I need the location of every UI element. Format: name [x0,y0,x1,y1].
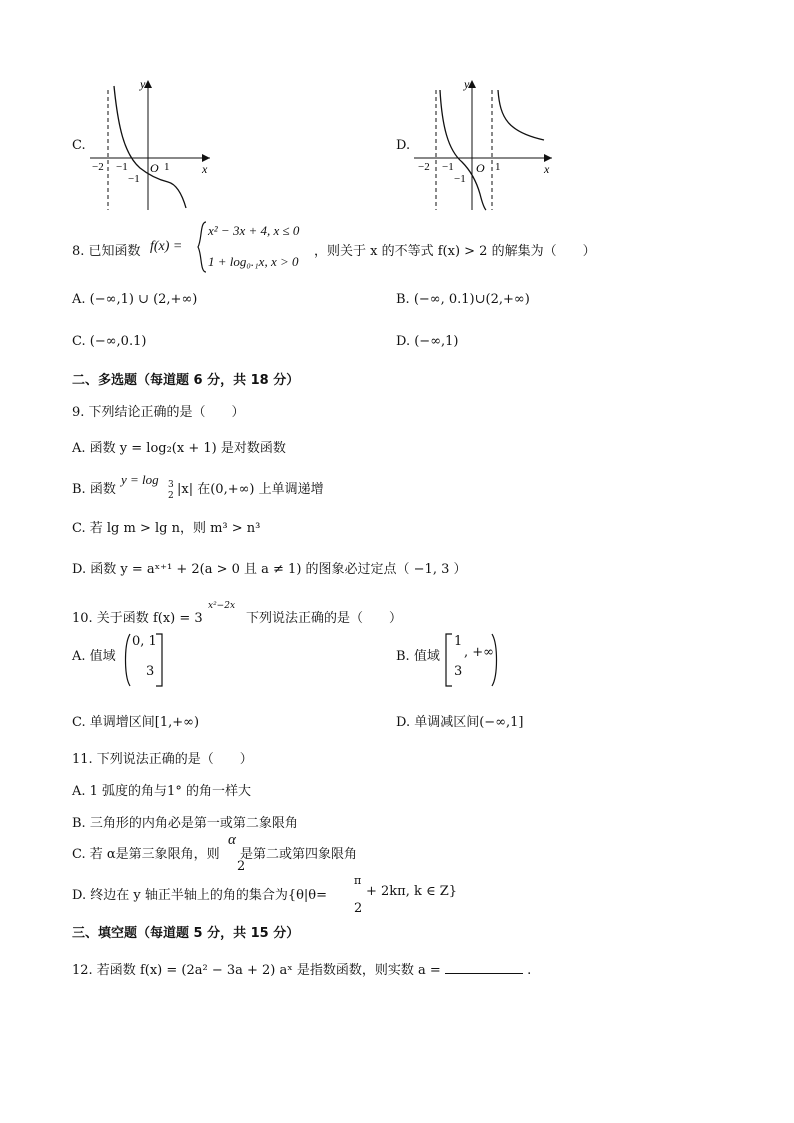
q8-f-of-x: f(x) = [150,239,183,254]
q8-option-d: D. (−∞,1) [396,334,459,349]
q9-option-b-suffix: |x| 在(0,+∞) 上单调递增 [177,482,324,497]
tick-neg1: −1 [116,161,128,173]
q11-option-c-suffix: 是第二或第四象限角 [240,847,358,862]
q10-option-b-bottom: 3 [454,664,463,679]
q11-option-d-frac-num: π [354,874,362,887]
q10-option-c: C. 单调增区间[1,+∞) [72,715,200,730]
x-axis-label: x [544,162,550,176]
q10-stem-prefix: 10. 关于函数 f(x) = 3 [72,611,203,626]
q8-option-a: A. (−∞,1) ∪ (2,+∞) [72,292,198,307]
q10-option-a-top: 0, 1 [132,634,157,649]
q10-option-b-brackets [444,632,502,688]
tick-neg2: −2 [418,161,430,173]
q12-answer-blank[interactable] [445,961,523,974]
option-c-label: C. [72,138,86,153]
origin-label: O [476,161,485,175]
q11-option-d-prefix: D. 终边在 y 轴正半轴上的角的集合为{θ|θ= [72,888,328,903]
tick-1: 1 [164,161,170,173]
brace-icon [196,220,208,274]
q10-stem-suffix: 下列说法正确的是（ ） [246,611,403,626]
x-axis-label: x [202,162,208,176]
function-curve-right [498,90,544,140]
function-curve [114,86,186,208]
q12-stem-prefix: 12. 若函数 f(x) = (2a² − 3a + 2) aˣ 是指数函数，则实数 a = [72,963,441,978]
q11-option-b: B. 三角形的内角必是第一或第二象限角 [72,816,298,831]
section-2-title: 二、多选题（每道题 6 分，共 18 分） [72,373,300,388]
q12-stem-suffix: . [527,963,532,978]
q10-option-d: D. 单调减区间(−∞,1] [396,715,524,730]
q11-stem: 11. 下列说法正确的是（ ） [72,752,253,767]
q8-case1: x² − 3x + 4, x ≤ 0 [208,223,300,238]
q11-option-d-suffix: + 2kπ, k ∈ Z} [366,884,458,899]
q9-option-a: A. 函数 y = log₂(x + 1) 是对数函数 [72,441,286,456]
tick-y-neg1: −1 [454,173,466,185]
q12-line [72,959,531,978]
q11-option-a: A. 1 弧度的角与1° 的角一样大 [72,784,251,799]
function-curve-left [440,90,486,210]
tick-neg1: −1 [442,161,454,173]
q9-option-d: D. 函数 y = aˣ⁺¹ + 2(a > 0 且 a ≠ 1) 的图象必过定点（ −1, 3 ） [72,562,467,577]
q9-option-b-log: y = log [121,472,159,487]
q10-option-a-label: A. 值域 [72,649,116,664]
tick-1: 1 [495,161,501,173]
q10-option-b-mid: , +∞ [464,645,494,660]
tick-neg2: −2 [92,161,104,173]
origin-label: O [150,161,159,175]
graph-option-c [88,76,218,212]
q10-option-b-top: 1 [454,634,463,649]
q11-option-c-frac-den: 2 [237,859,246,874]
graph-option-d [412,76,560,212]
q11-option-c-frac-num: α [228,832,236,848]
q9-option-c: C. 若 lg m > lg n，则 m³ > n³ [72,521,261,536]
y-axis-label: y [140,77,146,91]
tick-y-neg1: −1 [128,173,140,185]
q8-option-b: B. (−∞, 0.1)∪(2,+∞) [396,292,530,307]
y-axis-label: y [464,77,470,91]
q9-stem: 9. 下列结论正确的是（ ） [72,405,245,420]
q8-option-c: C. (−∞,0.1) [72,334,147,349]
q10-option-a-bottom: 3 [146,664,155,679]
q10-stem-exponent: x²−2x [208,601,236,611]
q8-stem-suffix: ，则关于 x 的不等式 f(x) > 2 的解集为（ ） [314,244,596,259]
x-axis-arrow-icon [202,154,210,162]
q9-option-b-base-den: 2 [168,491,174,501]
q8-stem-prefix: 8. 已知函数 [72,244,141,259]
option-d-label: D. [396,138,411,153]
q11-option-d-frac-den: 2 [354,901,363,916]
q9-option-b-prefix: B. 函数 [72,482,116,497]
section-3-title: 三、填空题（每道题 5 分，共 15 分） [72,926,300,941]
q9-option-b-base-num: 3 [168,480,174,490]
q11-option-c-prefix: C. 若 α是第三象限角，则 [72,847,220,862]
q10-option-b-label: B. 值域 [396,649,440,664]
x-axis-arrow-icon [544,154,552,162]
q8-case2: 1 + log₀.₁x, x > 0 [208,254,299,269]
